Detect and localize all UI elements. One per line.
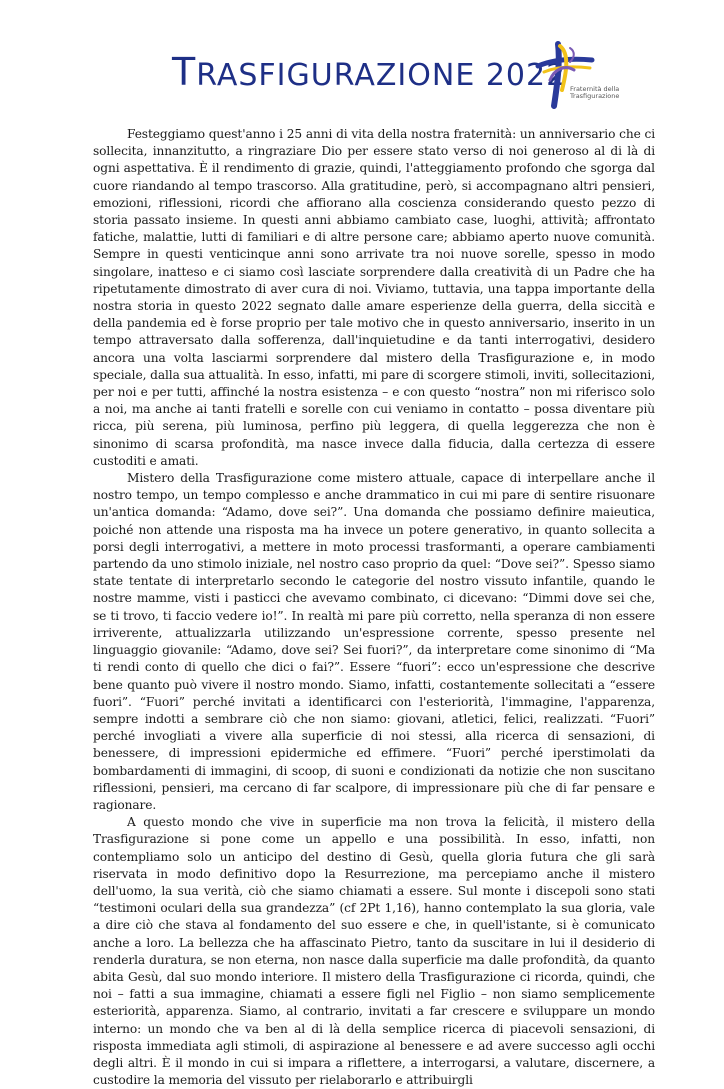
page-header bbox=[0, 40, 724, 110]
paragraph: Festeggiamo quest'anno i 25 anni di vita della nostra fraternità: un anniversario che ci sollecita, innanzitutto, a ringraziare Dio per essere stato verso di noi generoso al di là di ogni aspettativa. È il rendimento di grazie, quindi, l'atteggiamento profondo che sgorga dal cuore riandando al tempo trascorso. Alla gratitudine, però, si accompagnano altri pensieri, emozioni, riflessioni, ricordi che affiorano alla coscienza considerando questo pezzo di storia passato insieme. In questi anni abbiamo cambiato case, luoghi, attività; affrontato fatiche, malattie, lutti di familiari e di altre persone care; abbiamo aperto nuove comunità. Sempre in questi venticinque anni sono arrivate tra noi nuove sorelle, spesso in modo singolare, inatteso e ci siamo così lasciate sorprendere dalla creatività di un Padre che ha ripetutamente dimostrato di aver cura di noi. Viviamo, tuttavia, una tappa importante della nostra storia in questo 2022 segnato dalle amare esperienze della guerra, della siccità e della pandemia ed è forse proprio per tale motivo che in questo anniversario, inserito in un tempo attraversato dalla sofferenza, dall'inquietudine e da tanti interrogativi, desidero ancora una volta lasciarmi sorprendere dal mistero della Trasfigurazione e, in modo speciale, dalla sua attualità. In esso, infatti, mi pare di scorgere stimoli, inviti, sollecitazioni, per noi e per tutti, affinché la nostra esistenza – e con questo “nostra” non mi riferisco solo a noi, ma anche ai tanti fratelli e sorelle con cui veniamo in contatto – possa diventare più ricca, più serena, più luminosa, perfino più leggera, di quella leggerezza che non è sinonimo di scarsa profondità, ma nasce invece dalla fiducia, dalla certezza di essere custoditi e amati. bbox=[93, 127, 655, 468]
page-title: TRASFIGURAZIONE 2022 bbox=[172, 50, 567, 94]
article-body bbox=[93, 126, 655, 1089]
paragraph: A questo mondo che vive in superficie ma non trova la felicità, il mistero della Trasfigurazione si pone come un appello e una possibilità. In esso, infatti, non contempliamo solo un anticipo del destino di Gesù, quella gloria futura che gli sarà riservata in modo definitivo dopo la Resurrezione, ma percepiamo anche il mistero dell'uomo, la sua verità, ciò che siamo chiamati a essere. Sul monte i discepoli sono stati “testimoni oculari della sua grandezza” (cf 2Pt 1,16), hanno contemplato la sua gloria, vale a dire ciò che stava al fondamento del suo essere e che, in quell'istante, si è comunicato anche a loro. La bellezza che ha affascinato Pietro, tanto da suscitare in lui il desiderio di renderla duratura, se non eterna, non nasce dalla superficie ma dalle profondità, da quanto abita Gesù, dal suo mondo interiore. Il mistero della Trasfigurazione ci ricorda, quindi, che noi – fatti a sua immagine, chiamati a essere figli nel Figlio – non siamo semplicemente esteriorità, apparenza. Siamo, al contrario, invitati a far crescere e sviluppare un mondo interno: un mondo che va ben al di là della semplice ricerca di piacevoli sensazioni, di risposta immediata agli stimoli, di aspirazione al benessere e ad avere successo agli occhi degli altri. È il mondo in cui si impara a riflettere, a interrogarsi, a valutare, discernere, a custodire la memoria del vissuto per rielaborarlo e attribuirgli bbox=[93, 815, 655, 1088]
logo-caption: Fraternità della Trasfigurazione bbox=[570, 85, 620, 100]
paragraph: Mistero della Trasfigurazione come mistero attuale, capace di interpellare anche il nostro tempo, un tempo complesso e anche drammatico in cui mi pare di sentire risuonare un'antica domanda: “Adamo, dove sei?”. Una domanda che possiamo definire maieutica, poiché non attende una risposta ma ha invece un potere generativo, in quanto sollecita a porsi degli interrogativi, a mettere in moto processi trasformanti, a operare cambiamenti partendo da uno stimolo iniziale, nel nostro caso proprio da quel: “Dove sei?”. Spesso siamo state tentate di interpretarlo secondo le categorie del nostro vissuto infantile, quando le nostre mamme, visti i pasticci che avevamo combinato, ci dicevano: “Dimmi dove sei che, se ti trovo, ti faccio vedere io!”. In realtà mi pare più corretto, nella speranza di non essere irriverente, attualizzarla utilizzando un'espressione corrente, spesso presente nel linguaggio giovanile: “Adamo, dove sei? Sei fuori?”, da interpretare come sinonimo di “Ma ti rendi conto di quello che dici o fai?”. Essere “fuori”: ecco un'espressione che descrive bene quanto può vivere il nostro mondo. Siamo, infatti, costantemente sollecitati a “essere fuori”. “Fuori” perché invitati a identificarci con l'esteriorità, l'immagine, l'apparenza, sempre indotti a sembrare ciò che non siamo: giovani, atletici, felici, realizzati. “Fuori” perché invogliati a vivere alla superficie di noi stessi, alla ricerca di sensazioni, di benessere, di impressioni epidermiche ed effimere. “Fuori” perché iperstimolati da bombardamenti di immagini, di scoop, di suoni e condizionati da notizie che non suscitano riflessioni, pensieri, ma cercano di far scalpore, di impressionare più che di far pensare e ragionare. bbox=[93, 471, 655, 812]
